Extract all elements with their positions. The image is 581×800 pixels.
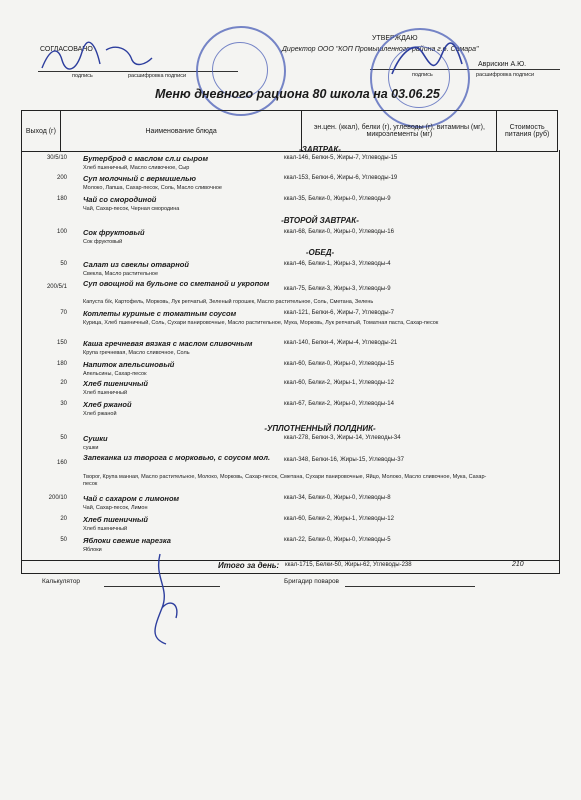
row-ingredients: Яблоки bbox=[83, 547, 102, 553]
row-nutrition: ккал-60, Белки-2, Жиры-1, Углеводы-12 bbox=[284, 380, 394, 386]
row-nutrition: ккал-35, Белки-0, Жиры-0, Углеводы-9 bbox=[284, 196, 391, 202]
total-row bbox=[21, 560, 560, 574]
row-nutrition: ккал-34, Белки-0, Жиры-0, Углеводы-8 bbox=[284, 495, 391, 501]
row-ingredients: Апельсины, Сахар-песок bbox=[83, 371, 147, 377]
row-yield: 70 bbox=[60, 310, 67, 316]
row-ingredients: Курица, Хлеб пшеничный, Соль, Сухари панировочные, Масло растительное, Мука, Морковь, Лук репчатый, Томатная паста, Сахар-песок bbox=[83, 320, 439, 326]
row-ingredients: Творог, Крупа манная, Масло растительное, Молоко, Морковь, Сахар-песок, Сметана, Сухари панировочные, Яйцо, Молоко, Масло сливочное, Мука, Сахар-песок bbox=[83, 474, 487, 487]
row-ingredients: Хлеб ржаной bbox=[83, 411, 117, 417]
row-yield: 30 bbox=[60, 401, 67, 407]
row-yield: 30/5/10 bbox=[46, 155, 67, 161]
row-ingredients: сушки bbox=[83, 445, 99, 451]
row-nutrition: ккал-348, Белки-16, Жиры-15, Углеводы-37 bbox=[284, 457, 404, 463]
row-yield: 180 bbox=[56, 196, 67, 202]
row-nutrition: ккал-46, Белки-1, Жиры-3, Углеводы-4 bbox=[284, 261, 391, 267]
confirm-caption: УТВЕРЖДАЮ bbox=[372, 35, 418, 42]
row-dish: Чай с сахаром с лимоном bbox=[83, 494, 180, 503]
row-dish: Чай со смородиной bbox=[83, 195, 157, 204]
row-dish: Хлеб пшеничный bbox=[83, 515, 148, 524]
row-nutrition: ккал-140, Белки-4, Жиры-4, Углеводы-21 bbox=[284, 340, 398, 346]
total-nutrition: ккал-1715, Белки-50, Жиры-62, Углеводы-238 bbox=[285, 562, 412, 568]
row-dish: Каша гречневая вязкая с маслом сливочным bbox=[83, 339, 253, 348]
row-dish: Салат из свеклы отварной bbox=[83, 260, 189, 269]
right-signature bbox=[386, 34, 466, 84]
row-yield: 100 bbox=[56, 229, 67, 235]
header-nutrition: эн.цен. (ккал), белки (г), углеводы (г), витамины (мг), микроэлементы (мг) bbox=[302, 111, 497, 151]
chef-signature-line bbox=[345, 586, 475, 587]
director-title: Директор ООО "КОП Промышленного района г.о. Самара" bbox=[282, 46, 479, 53]
row-ingredients: Чай, Сахар-песок, Черная смородина bbox=[83, 206, 180, 212]
row-nutrition: ккал-68, Белки-0, Жиры-0, Углеводы-16 bbox=[284, 229, 394, 235]
row-yield: 200 bbox=[56, 175, 67, 181]
document-title: Меню дневного рациона 80 школа на 03.06.25 bbox=[155, 87, 440, 101]
section-lunch: -ОБЕД- bbox=[305, 248, 335, 257]
row-ingredients: Свекла, Масло растительное bbox=[83, 271, 159, 277]
left-round-stamp bbox=[196, 26, 286, 116]
bottom-signature bbox=[140, 548, 190, 648]
row-dish: Хлеб пшеничный bbox=[83, 379, 148, 388]
row-yield: 50 bbox=[60, 537, 67, 543]
row-nutrition: ккал-278, Белки-3, Жиры-14, Углеводы-34 bbox=[284, 435, 401, 441]
calculator-label: Калькулятор bbox=[42, 578, 81, 585]
row-dish: Суп овощной на бульоне со сметаной и укропом bbox=[83, 279, 270, 288]
left-signature bbox=[36, 38, 156, 78]
row-ingredients: Сок фруктовый bbox=[83, 239, 123, 245]
row-yield: 200/5/1 bbox=[46, 284, 67, 290]
approved-caption: СОГЛАСОВАНО bbox=[40, 46, 93, 53]
total-label: Итого за день: bbox=[218, 561, 280, 570]
approved-sub-decode: расшифровка подписи bbox=[128, 73, 187, 79]
chef-label: Бригадир поваров bbox=[284, 578, 340, 585]
row-ingredients: Хлеб пшеничный, Масло сливочное, Сыр bbox=[83, 165, 190, 171]
row-nutrition: ккал-121, Белки-6, Жиры-7, Углеводы-7 bbox=[284, 310, 394, 316]
row-dish: Бутерброд с маслом сл.и сыром bbox=[83, 154, 209, 163]
total-price: 210 bbox=[512, 561, 524, 568]
row-yield: 50 bbox=[60, 261, 67, 267]
row-yield: 20 bbox=[60, 516, 67, 522]
row-ingredients: Капуста б/к, Картофель, Морковь, Лук репчатый, Зеленый горошек, Масло растительное, Соль, Сметана, Зелень bbox=[83, 299, 374, 305]
row-yield: 180 bbox=[56, 361, 67, 367]
row-yield: 160 bbox=[56, 460, 67, 466]
row-nutrition: ккал-22, Белки-0, Жиры-0, Углеводы-5 bbox=[284, 537, 391, 543]
row-ingredients: Чай, Сахар-песок, Лимон bbox=[83, 505, 148, 511]
director-name: Аврискин А.Ю. bbox=[478, 61, 527, 68]
row-ingredients: Хлеб пшеничный bbox=[83, 390, 128, 396]
row-yield: 200/10 bbox=[48, 495, 67, 501]
section-second-breakfast: -ВТОРОЙ ЗАВТРАК- bbox=[281, 216, 359, 225]
confirm-sub-signature: подпись bbox=[412, 72, 433, 78]
row-nutrition: ккал-60, Белки-0, Жиры-0, Углеводы-15 bbox=[284, 361, 394, 367]
header-dish: Наименование блюда bbox=[61, 111, 303, 151]
row-dish: Суп молочный с вермишелью bbox=[83, 174, 197, 183]
row-dish: Яблоки свежие нарезка bbox=[83, 536, 171, 545]
confirm-sub-decode: расшифровка подписи bbox=[476, 72, 535, 78]
header-yield: Выход (г) bbox=[22, 111, 61, 151]
section-snack: -УПЛОТНЕННЫЙ ПОЛДНИК- bbox=[264, 424, 376, 433]
row-yield: 150 bbox=[56, 340, 67, 346]
section-breakfast: -ЗАВТРАК- bbox=[299, 145, 341, 154]
row-ingredients: Молоко, Лапша, Сахар-песок, Соль, Масло сливочное bbox=[83, 185, 222, 191]
row-ingredients: Крупа гречневая, Масло сливочное, Соль bbox=[83, 350, 190, 356]
row-dish: Котлеты куриные с томатным соусом bbox=[83, 309, 237, 318]
row-nutrition: ккал-146, Белки-5, Жиры-7, Углеводы-15 bbox=[284, 155, 398, 161]
row-ingredients: Хлеб пшеничный bbox=[83, 526, 128, 532]
row-nutrition: ккал-60, Белки-2, Жиры-1, Углеводы-12 bbox=[284, 516, 394, 522]
row-dish: Сок фруктовый bbox=[83, 228, 145, 237]
row-dish: Сушки bbox=[83, 434, 108, 443]
row-dish: Хлеб ржаной bbox=[83, 400, 132, 409]
row-nutrition: ккал-75, Белки-3, Жиры-3, Углеводы-9 bbox=[284, 286, 391, 292]
row-dish: Запеканка из творога с морковью, с соусом мол. bbox=[83, 453, 271, 462]
row-nutrition: ккал-67, Белки-2, Жиры-0, Углеводы-14 bbox=[284, 401, 394, 407]
approved-sub-signature: подпись bbox=[72, 73, 93, 79]
header-price: Стоимость питания (руб) bbox=[505, 124, 550, 138]
row-nutrition: ккал-153, Белки-6, Жиры-6, Углеводы-19 bbox=[284, 175, 398, 181]
row-yield: 50 bbox=[60, 435, 67, 441]
row-yield: 20 bbox=[60, 380, 67, 386]
row-dish: Напиток апельсиновый bbox=[83, 360, 175, 369]
